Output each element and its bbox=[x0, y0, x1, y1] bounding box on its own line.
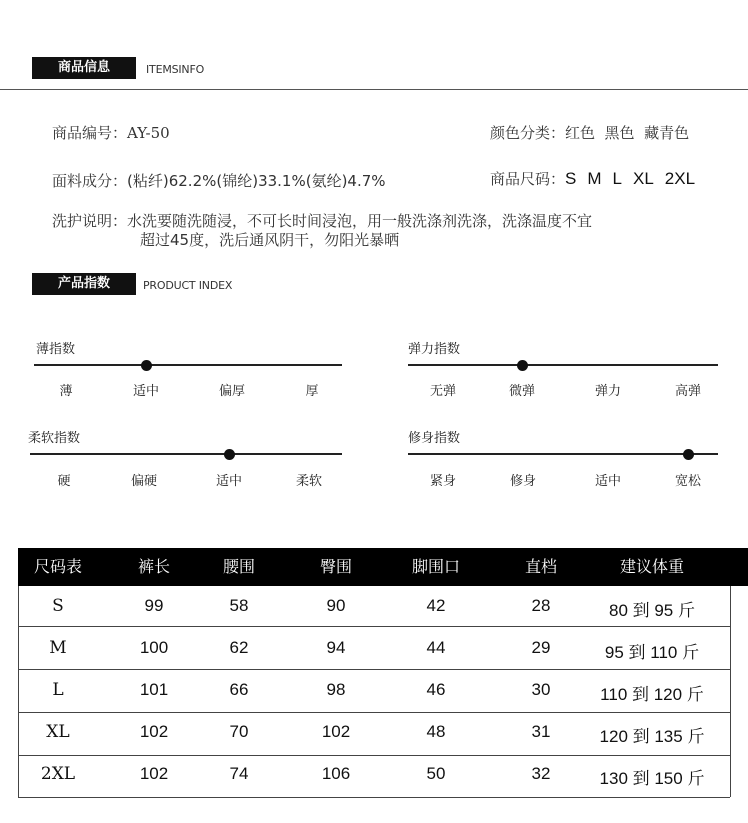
size-cell: M bbox=[49, 638, 67, 658]
row-divider bbox=[18, 797, 730, 798]
table-cell: 50 bbox=[426, 764, 446, 783]
table-cell: 130 到 150 斤 bbox=[599, 769, 705, 788]
size-option: 2XL bbox=[664, 169, 696, 188]
fabric-value: (粘纤)62.2%(锦纶)33.1%(氨纶)4.7% bbox=[127, 172, 386, 190]
size-cell: 2XL bbox=[40, 764, 76, 784]
colors-label: 颜色分类： bbox=[490, 124, 566, 142]
table-cell: 66 bbox=[229, 680, 249, 699]
index-marker bbox=[683, 449, 694, 460]
column-header: 腰围 bbox=[222, 557, 255, 576]
index-option: 适中 bbox=[215, 474, 242, 489]
item-number-value: AY-50 bbox=[127, 124, 170, 142]
column-header: 臀围 bbox=[319, 557, 352, 576]
table-cell: 120 到 135 斤 bbox=[599, 727, 705, 746]
table-cell: 99 bbox=[144, 596, 164, 615]
index-option: 宽松 bbox=[674, 474, 701, 489]
column-header: 建议体重 bbox=[619, 557, 684, 576]
row-divider bbox=[18, 669, 730, 670]
index-option: 无弹 bbox=[429, 384, 456, 399]
table-cell: 106 bbox=[321, 764, 351, 783]
index-title: 弹力指数 bbox=[408, 342, 461, 357]
size-cell: L bbox=[52, 680, 64, 700]
index-option: 适中 bbox=[132, 384, 159, 399]
index-title: 修身指数 bbox=[408, 431, 461, 446]
table-cell: 110 到 120 斤 bbox=[600, 685, 704, 704]
row-divider bbox=[18, 626, 730, 627]
table-cell: 98 bbox=[326, 680, 346, 699]
index-marker bbox=[517, 360, 528, 371]
table-cell: 101 bbox=[139, 680, 169, 699]
index-option: 偏厚 bbox=[218, 384, 245, 399]
index-option: 偏硬 bbox=[130, 474, 157, 489]
table-right-border bbox=[730, 586, 731, 797]
table-cell: 30 bbox=[531, 680, 551, 699]
index-option: 硬 bbox=[57, 474, 71, 489]
table-cell: 70 bbox=[229, 722, 249, 741]
index-track bbox=[34, 364, 342, 366]
wash-line-1: 水洗要随洗随浸，不可长时间浸泡，用一般洗涤剂洗涤，洗涤温度不宜 bbox=[127, 212, 593, 230]
table-cell: 80 到 95 斤 bbox=[609, 601, 695, 620]
table-cell: 102 bbox=[139, 722, 169, 741]
table-cell: 58 bbox=[229, 596, 249, 615]
index-option: 薄 bbox=[59, 384, 73, 399]
table-cell: 74 bbox=[229, 764, 249, 783]
size-cell: XL bbox=[46, 722, 70, 742]
fabric-label: 面料成分： bbox=[52, 172, 128, 190]
index-option: 修身 bbox=[509, 474, 536, 489]
table-cell: 95 到 110 斤 bbox=[604, 643, 700, 662]
size-option: S bbox=[565, 169, 577, 188]
wash-label: 洗护说明： bbox=[52, 212, 128, 230]
size-option: L bbox=[612, 169, 622, 188]
product-index-tag-en: PRODUCT INDEX bbox=[143, 279, 233, 292]
column-header: 尺码表 bbox=[33, 557, 82, 576]
size-cell: S bbox=[52, 596, 64, 616]
size-option: XL bbox=[633, 169, 654, 188]
index-option: 弹力 bbox=[594, 384, 621, 399]
wash-line-2: 超过45度，洗后通风阴干，勿阳光暴晒 bbox=[140, 231, 400, 249]
table-cell: 90 bbox=[326, 596, 346, 615]
size-option: M bbox=[587, 169, 602, 188]
table-cell: 102 bbox=[139, 764, 169, 783]
item-number-label: 商品编号： bbox=[52, 124, 128, 142]
row-divider bbox=[18, 712, 730, 713]
product-index-tag: 产品指数 bbox=[32, 273, 136, 295]
colors-value: 红色 黑色 藏青色 bbox=[565, 124, 690, 142]
index-marker bbox=[224, 449, 235, 460]
index-title: 薄指数 bbox=[36, 342, 76, 357]
sizes-list bbox=[565, 169, 706, 188]
column-header: 脚围口 bbox=[411, 557, 460, 576]
row-divider bbox=[18, 755, 730, 756]
index-track bbox=[408, 364, 718, 366]
index-track bbox=[408, 453, 718, 455]
index-title: 柔软指数 bbox=[28, 431, 81, 446]
sizes-label: 商品尺码： bbox=[490, 170, 566, 188]
colors-row bbox=[490, 122, 689, 143]
item-number-row bbox=[52, 122, 170, 143]
table-cell: 42 bbox=[426, 596, 446, 615]
index-option: 高弹 bbox=[674, 384, 701, 399]
table-cell: 48 bbox=[426, 722, 446, 741]
index-option: 适中 bbox=[594, 474, 621, 489]
fabric-row bbox=[52, 170, 386, 191]
index-option: 微弹 bbox=[508, 384, 535, 399]
table-cell: 94 bbox=[326, 638, 346, 657]
index-track bbox=[30, 453, 342, 455]
index-option: 柔软 bbox=[295, 474, 322, 489]
table-cell: 28 bbox=[531, 596, 551, 615]
table-cell: 46 bbox=[426, 680, 446, 699]
column-header: 裤长 bbox=[137, 557, 170, 576]
items-info-tag-en: ITEMSINFO bbox=[146, 63, 205, 76]
table-cell: 31 bbox=[531, 722, 551, 741]
wash-row bbox=[52, 210, 592, 231]
table-cell: 62 bbox=[229, 638, 249, 657]
column-header: 直档 bbox=[524, 557, 557, 576]
index-option: 紧身 bbox=[429, 474, 456, 489]
table-cell: 29 bbox=[531, 638, 551, 657]
table-cell: 102 bbox=[321, 722, 351, 741]
sizes-row bbox=[490, 168, 706, 189]
index-option: 厚 bbox=[305, 384, 319, 399]
items-info-tag: 商品信息 bbox=[32, 57, 136, 79]
table-cell: 32 bbox=[531, 764, 551, 783]
index-marker bbox=[141, 360, 152, 371]
table-cell: 44 bbox=[426, 638, 446, 657]
section-divider bbox=[0, 89, 748, 90]
table-cell: 100 bbox=[139, 638, 169, 657]
